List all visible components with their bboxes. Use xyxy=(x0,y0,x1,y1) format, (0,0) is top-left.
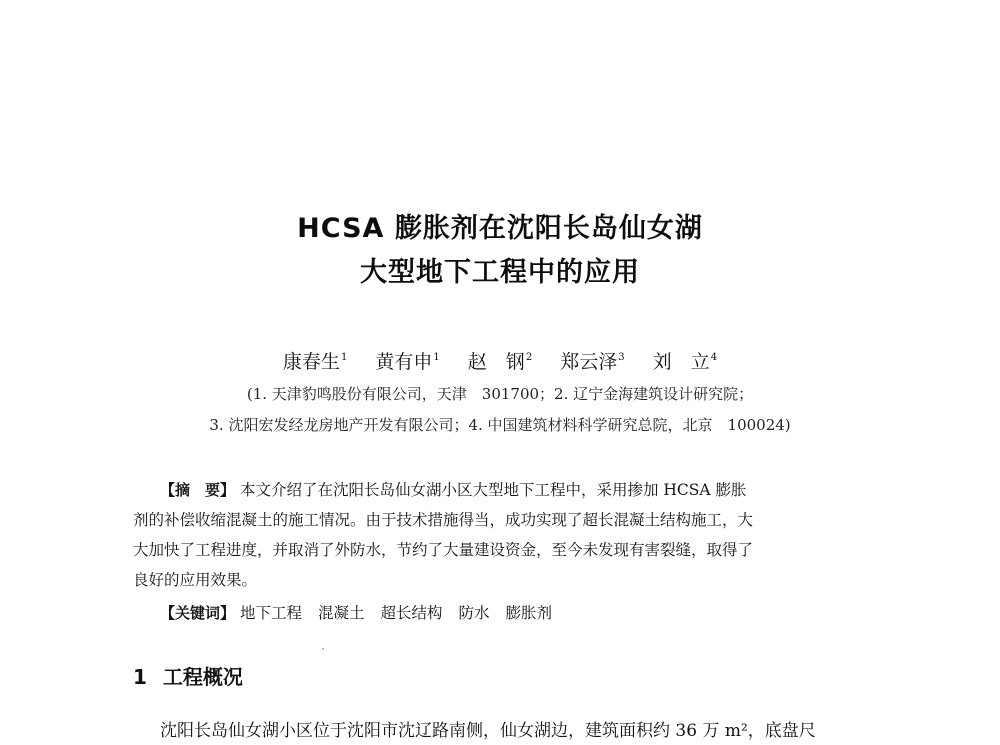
author-affiliation-mark: 1 xyxy=(433,352,440,363)
author-list xyxy=(0,347,1000,374)
author xyxy=(283,347,347,374)
keyword: 混凝土 xyxy=(317,604,365,622)
section-number: 1 xyxy=(133,665,147,689)
affiliation-line-2: 3. 沈阳宏发经龙房地产开发有限公司；4. 中国建筑材料科学研究总院，北京 100024) xyxy=(209,416,791,434)
keyword: 膨胀剂 xyxy=(505,604,553,622)
keyword: 防水 xyxy=(458,604,490,622)
section-title: 工程概况 xyxy=(162,665,243,689)
author xyxy=(375,347,439,374)
author xyxy=(560,347,624,374)
body-paragraph-line: 沈阳长岛仙女湖小区位于沈阳市沈辽路南侧，仙女湖边，建筑面积约 36 万 m²，底盘尺 xyxy=(160,721,816,741)
abstract-line-2: 剂的补偿收缩混凝土的施工情况。由于技术措施得当，成功实现了超长混凝土结构施工，大 xyxy=(133,511,754,529)
paper-title-line-2: 大型地下工程中的应用 xyxy=(360,257,640,288)
keyword: 地下工程 xyxy=(239,604,302,622)
paper-title-line-1: HCSA 膨胀剂在沈阳长岛仙女湖 xyxy=(297,213,703,244)
abstract-line-1 xyxy=(160,478,920,500)
author-name: 赵 钢 xyxy=(467,351,525,373)
keywords-label: 【关键词】 xyxy=(160,604,236,622)
author-name: 黄有申 xyxy=(375,351,433,373)
author-affiliation-mark: 3 xyxy=(618,352,625,363)
keywords xyxy=(160,601,920,623)
keyword: 超长结构 xyxy=(380,604,443,622)
author-name: 郑云泽 xyxy=(560,351,618,373)
abstract-text: 本文介绍了在沈阳长岛仙女湖小区大型地下工程中，采用掺加 HCSA 膨胀 xyxy=(239,481,747,499)
scan-speck xyxy=(322,648,324,650)
affiliation-line-1: (1. 天津豹鸣股份有限公司，天津 301700；2. 辽宁金海建筑设计研究院； xyxy=(246,385,754,403)
author-affiliation-mark: 4 xyxy=(710,352,718,363)
author-affiliation-mark: 2 xyxy=(525,352,533,363)
abstract-line-3: 大加快了工程进度，并取消了外防水，节约了大量建设资金，至今未发现有害裂缝，取得了 xyxy=(133,541,754,559)
author-name: 刘 立 xyxy=(652,351,710,373)
author-affiliation-mark: 1 xyxy=(340,352,348,363)
abstract-line-4: 良好的应用效果。 xyxy=(133,571,258,589)
author xyxy=(468,347,532,374)
abstract-label: 【摘 要】 xyxy=(160,481,236,499)
author-name: 康春生 xyxy=(282,351,340,373)
section-heading xyxy=(133,661,243,690)
author xyxy=(653,347,717,374)
